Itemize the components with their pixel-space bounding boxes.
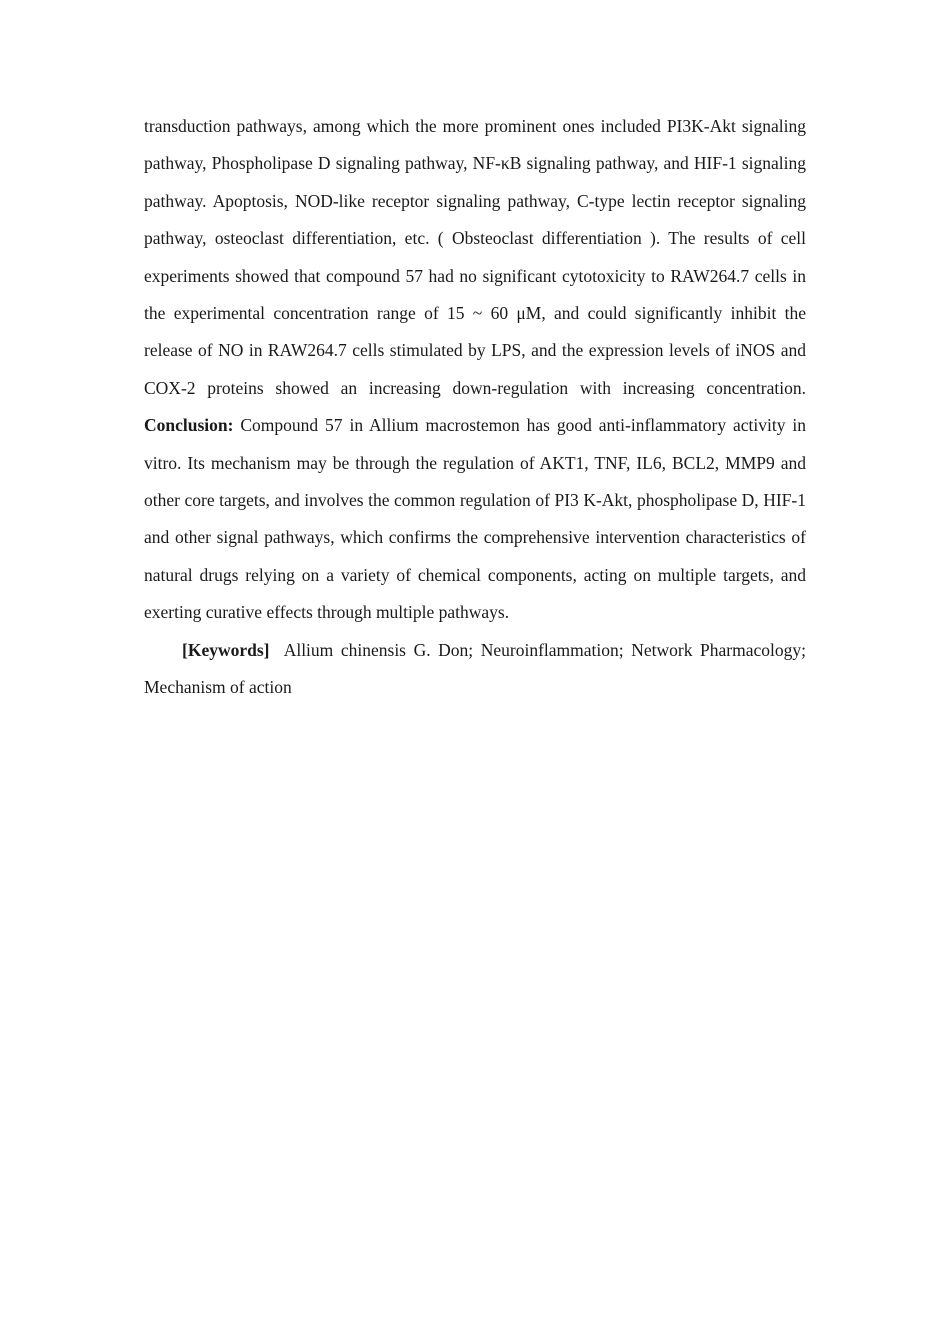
- keywords-label: [Keywords]: [182, 639, 270, 660]
- keywords-paragraph: [144, 632, 806, 707]
- conclusion-label: Conclusion:: [144, 415, 234, 436]
- keywords-text: Allium chinensis G. Don; Neuroinflammation; Network Pharmacology; Mechanism of action: [144, 639, 806, 698]
- document-page: [144, 108, 806, 707]
- abstract-results-text: transduction pathways, among which the more prominent ones included PI3K-Akt signaling pathway, Phospholipase D signaling pathway, NF-κB signaling pathway, and HIF-1 signaling pathway. Apoptosis, NOD-like receptor signaling pathway, C-type lectin receptor signaling pathway, osteoclast differentiation, etc. ( Obsteoclast differentiation ). The results of cell experiments showed that compound 57 had no significant cytotoxicity to RAW264.7 cells in the experimental concentration range of 15 ~ 60 μM, and could significantly inhibit the release of NO in RAW264.7 cells stimulated by LPS, and the expression levels of iNOS and COX-2 proteins showed an increasing down-regulation with increasing concentration.: [144, 116, 806, 398]
- abstract-paragraph: [144, 108, 806, 632]
- conclusion-text: Compound 57 in Allium macrostemon has good anti-inflammatory activity in vitro. Its mechanism may be through the regulation of AKT1, TNF, IL6, BCL2, MMP9 and other core targets, and involves the common regulation of PI3 K-Akt, phospholipase D, HIF-1 and other signal pathways, which confirms the comprehensive intervention characteristics of natural drugs relying on a variety of chemical components, acting on multiple targets, and exerting curative effects through multiple pathways.: [144, 415, 806, 623]
